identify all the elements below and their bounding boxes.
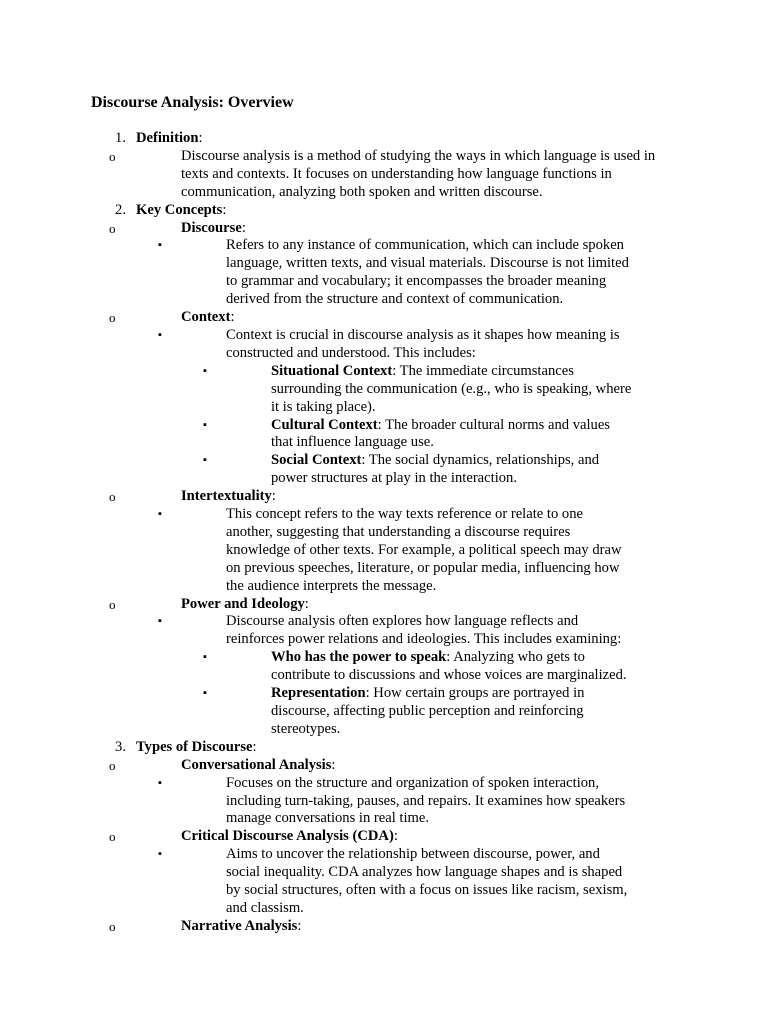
sublist: [109, 756, 656, 936]
square-bullet-icon: ▪: [158, 239, 162, 252]
section-heading: Types of Discourse: [136, 738, 253, 755]
paragraph: : The social dynamics, relationships, and power structures at play in the interaction.: [271, 452, 600, 487]
square-bullet-icon: ▪: [203, 687, 207, 700]
square-bullet-icon: ▪: [158, 615, 162, 628]
list-item: [158, 326, 633, 488]
square-bullet-icon: ▪: [203, 651, 207, 664]
list-item: [203, 452, 634, 488]
term-heading: Narrative Analysis: [181, 917, 298, 934]
list-item: [158, 613, 633, 738]
square-bullet-icon: ▪: [158, 848, 162, 861]
term-heading: Critical Discourse Analysis (CDA): [181, 828, 394, 845]
circle-bullet-icon: o: [109, 310, 116, 326]
paragraph: Aims to uncover the relationship between discourse, power, and social inequality. CDA analyzes how language shapes and is shaped by social structures, often with a focus on issues like racism, sexism, and classism.: [226, 846, 628, 916]
paragraph: : Analyzing who gets to contribute to discussions and whose voices are marginalized.: [271, 649, 627, 684]
sublist: [109, 147, 656, 202]
sublist: [158, 613, 633, 738]
list-item: [158, 506, 633, 596]
section-heading: Definition: [136, 130, 199, 146]
sublist: [158, 326, 633, 488]
list-item: [158, 237, 633, 309]
circle-bullet-icon: o: [109, 148, 116, 164]
colon: :: [230, 309, 235, 326]
colon: :: [271, 488, 276, 505]
list-number: 2.: [115, 201, 126, 218]
list-item-context: [109, 309, 656, 488]
sublist: [109, 219, 656, 739]
list-item: [109, 147, 656, 202]
paragraph: Discourse analysis is a method of studying the ways in which language is used in texts and contexts. It focuses on understanding how language functions in communication, analyzing both spoken and written discourse.: [181, 147, 656, 200]
sublist: [203, 362, 634, 488]
paragraph: : The broader cultural norms and values that influence language use.: [271, 416, 610, 451]
list-item-cda: [109, 828, 656, 918]
square-bullet-icon: ▪: [158, 328, 162, 341]
sublist: [158, 506, 633, 596]
list-item-conversational-analysis: [109, 756, 656, 829]
list-item: [203, 649, 634, 685]
term-heading: Intertextuality: [181, 488, 272, 505]
list-item-narrative-analysis: [109, 917, 656, 936]
colon: :: [331, 756, 336, 773]
colon: :: [222, 201, 227, 218]
square-bullet-icon: ▪: [158, 776, 162, 789]
circle-bullet-icon: o: [109, 220, 116, 236]
section-heading: Key Concepts: [136, 201, 223, 218]
square-bullet-icon: ▪: [203, 454, 207, 467]
paragraph: : How certain groups are portrayed in discourse, affecting public perception and reinforcing stereotypes.: [271, 685, 585, 737]
term-heading: Discourse: [181, 219, 242, 236]
colon: :: [297, 917, 302, 934]
colon: :: [252, 738, 257, 755]
term-heading: Conversational Analysis: [181, 756, 332, 773]
sublist: [158, 846, 633, 918]
list-item: [203, 685, 634, 739]
circle-bullet-icon: o: [109, 757, 116, 773]
page-title: Discourse Analysis: Overview: [91, 94, 294, 111]
circle-bullet-icon: o: [109, 489, 116, 505]
sublist: [158, 774, 633, 829]
list-number: 3.: [115, 738, 126, 755]
sublist: [203, 649, 634, 739]
paragraph: This concept refers to the way texts reference or relate to one another, suggesting that understanding a discourse requires knowledge of other texts. For example, a political speech may draw on previous speeches, literature, or popular media, influencing how the audience interprets the message.: [226, 506, 622, 594]
circle-bullet-icon: o: [109, 918, 116, 934]
term-heading: Situational Context: [271, 362, 393, 379]
term-heading: Social Context: [271, 452, 362, 469]
paragraph: Context is crucial in discourse analysis as it shapes how meaning is constructed and understood. This includes:: [226, 326, 620, 361]
term-heading: Context: [181, 309, 231, 326]
list-item: [203, 416, 634, 453]
colon: :: [198, 130, 203, 146]
square-bullet-icon: ▪: [203, 364, 207, 377]
list-item-power-ideology: [109, 595, 656, 739]
term-heading: Representation: [271, 685, 366, 702]
paragraph: : The immediate circumstances surrounding the communication (e.g., who is speaking, where it is taking place).: [271, 362, 632, 415]
section-types-of-discourse: [0, 739, 700, 936]
term-heading: Power and Ideology: [181, 595, 305, 612]
term-heading: Cultural Context: [271, 416, 378, 433]
colon: :: [241, 219, 246, 236]
colon: :: [393, 828, 398, 845]
list-item-intertextuality: [109, 488, 656, 595]
square-bullet-icon: ▪: [158, 508, 162, 521]
paragraph: Refers to any instance of communication, which can include spoken language, written texts, and visual materials. Discourse is not limited to grammar and vocabulary; it encompasses the broader meaning derived from the structure and context of communication.: [226, 237, 629, 308]
list-item: [158, 846, 633, 918]
sublist: [158, 237, 633, 309]
list-item-discourse: [109, 219, 656, 310]
circle-bullet-icon: o: [109, 596, 116, 612]
section-definition: [0, 130, 700, 202]
list-item: [203, 362, 634, 417]
paragraph: Focuses on the structure and organization of spoken interaction, including turn-taking, pauses, and repairs. It examines how speakers manage conversations in real time.: [226, 774, 626, 827]
list-item: [158, 774, 633, 829]
colon: :: [304, 595, 309, 612]
section-key-concepts: [0, 202, 700, 739]
circle-bullet-icon: o: [109, 829, 116, 845]
paragraph: Discourse analysis often explores how language reflects and reinforces power relations and ideologies. This includes examining:: [226, 613, 622, 648]
term-heading: Who has the power to speak: [271, 649, 447, 666]
outline-list: [0, 130, 700, 936]
square-bullet-icon: ▪: [203, 418, 207, 431]
list-number: 1.: [115, 130, 126, 146]
